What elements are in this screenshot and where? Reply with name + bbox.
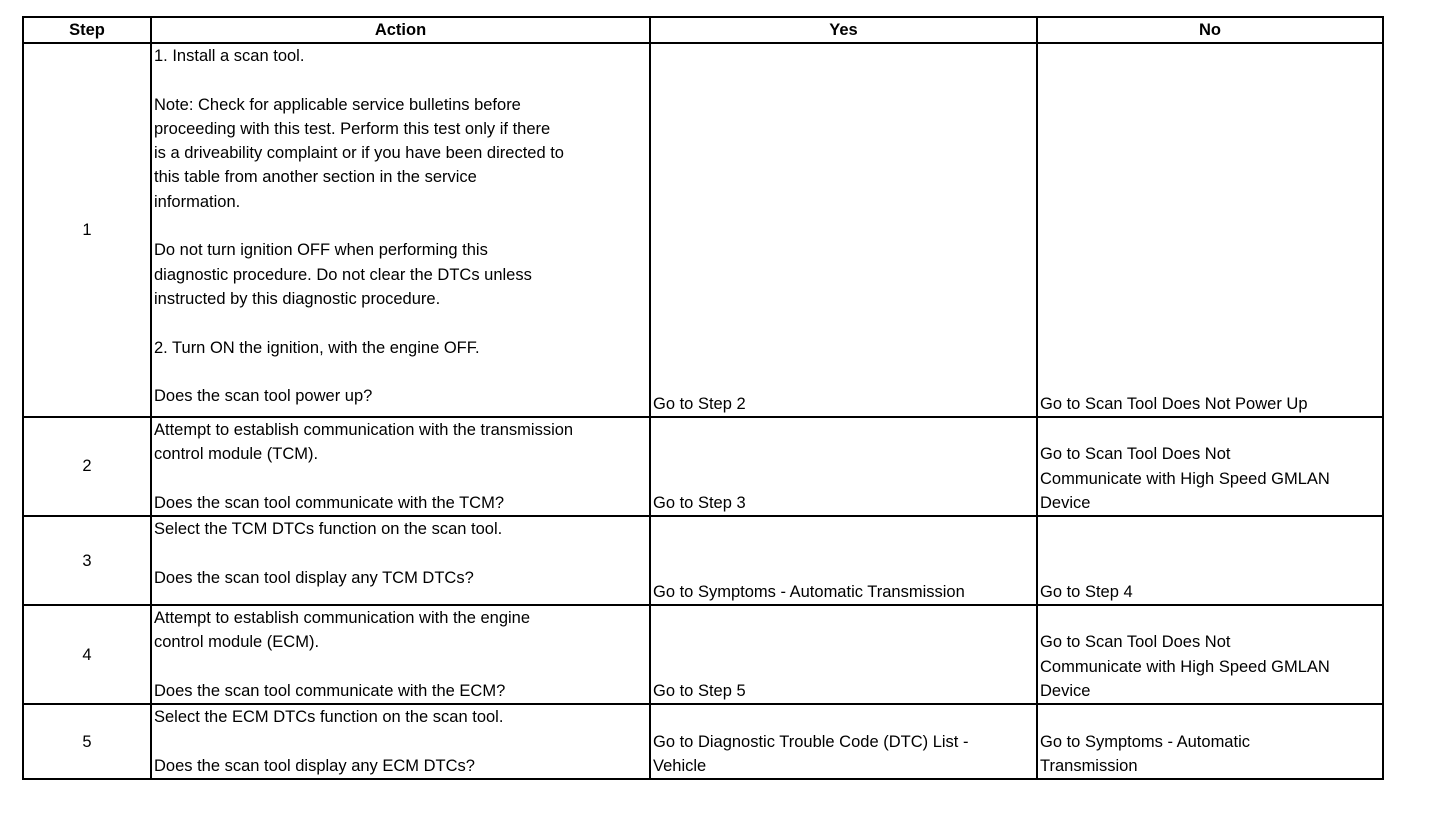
yes-line: Vehicle [653, 756, 707, 775]
no-result [1037, 605, 1383, 704]
yes-line: Go to Symptoms - Automatic Transmission [653, 582, 965, 601]
step-number: 4 [23, 605, 151, 704]
header-step: Step [23, 17, 151, 43]
yes-line: Go to Step 3 [653, 493, 746, 512]
action-line: Does the scan tool communicate with the TCM? [154, 493, 505, 512]
action-line: Does the scan tool communicate with the ECM? [154, 682, 506, 701]
blank-line [154, 311, 647, 335]
action-line: this table from another section in the service [154, 168, 477, 187]
step-number: 2 [23, 417, 151, 516]
blank-line [154, 360, 647, 384]
action-line: Attempt to establish communication with the transmission [154, 421, 574, 439]
action-line: is a driveability complaint or if you have been directed to [154, 144, 564, 163]
header-action: Action [151, 17, 650, 43]
no-line: Transmission [1040, 756, 1138, 775]
action-cell [151, 417, 650, 516]
action-line: diagnostic procedure. Do not clear the DTCs unless [154, 265, 532, 284]
action-line: Select the ECM DTCs function on the scan tool. [154, 708, 504, 727]
diagnostic-table [22, 16, 1384, 780]
no-result [1037, 704, 1383, 779]
action-line: 2. Turn ON the ignition, with the engine OFF. [154, 338, 480, 357]
action-line: control module (TCM). [154, 445, 319, 464]
yes-result [650, 605, 1037, 704]
action-line: Does the scan tool display any ECM DTCs? [154, 756, 475, 775]
action-line: information. [154, 192, 241, 211]
action-line: proceeding with this test. Perform this test only if there [154, 119, 551, 138]
no-line: Go to Scan Tool Does Not [1040, 445, 1231, 464]
step-number: 1 [23, 43, 151, 417]
header-no: No [1037, 17, 1383, 43]
header-yes: Yes [650, 17, 1037, 43]
action-line: Attempt to establish communication with the engine [154, 609, 531, 628]
yes-result [650, 704, 1037, 779]
blank-line [154, 214, 647, 238]
step-number: 3 [23, 516, 151, 605]
no-line: Communicate with High Speed GMLAN [1040, 657, 1330, 676]
action-cell [151, 43, 650, 417]
no-line: Device [1040, 493, 1091, 512]
no-line: Go to Symptoms - Automatic [1040, 732, 1250, 751]
no-line: Go to Scan Tool Does Not Power Up [1040, 394, 1308, 413]
blank-line [154, 655, 647, 679]
blank-line [154, 68, 647, 92]
table-row [23, 516, 1383, 605]
table-row [23, 605, 1383, 704]
action-line: Does the scan tool power up? [154, 387, 373, 406]
yes-result [650, 516, 1037, 605]
table-row [23, 704, 1383, 779]
no-line: Communicate with High Speed GMLAN [1040, 469, 1330, 488]
no-line: Device [1040, 682, 1091, 701]
action-line: instructed by this diagnostic procedure. [154, 289, 441, 308]
blank-line [154, 467, 647, 491]
no-line: Go to Scan Tool Does Not [1040, 633, 1231, 652]
header-row [23, 17, 1383, 43]
action-cell [151, 704, 650, 779]
no-result [1037, 43, 1383, 417]
action-line: Note: Check for applicable service bulletins before [154, 95, 521, 114]
yes-result [650, 417, 1037, 516]
yes-line: Go to Step 2 [653, 394, 746, 413]
yes-result [650, 43, 1037, 417]
no-line: Go to Step 4 [1040, 582, 1133, 601]
action-line: Select the TCM DTCs function on the scan tool. [154, 520, 503, 539]
table-row [23, 417, 1383, 516]
yes-line: Go to Diagnostic Trouble Code (DTC) List - [653, 732, 969, 751]
action-cell [151, 605, 650, 704]
table-body [23, 43, 1383, 779]
table-row [23, 43, 1383, 417]
no-result [1037, 516, 1383, 605]
action-line: Does the scan tool display any TCM DTCs? [154, 568, 474, 587]
blank-line [154, 541, 647, 565]
action-line: Do not turn ignition OFF when performing this [154, 241, 488, 260]
action-line: 1. Install a scan tool. [154, 47, 305, 65]
yes-line: Go to Step 5 [653, 682, 746, 701]
action-line: control module (ECM). [154, 633, 320, 652]
step-number: 5 [23, 704, 151, 779]
blank-line [154, 730, 647, 754]
action-cell [151, 516, 650, 605]
no-result [1037, 417, 1383, 516]
